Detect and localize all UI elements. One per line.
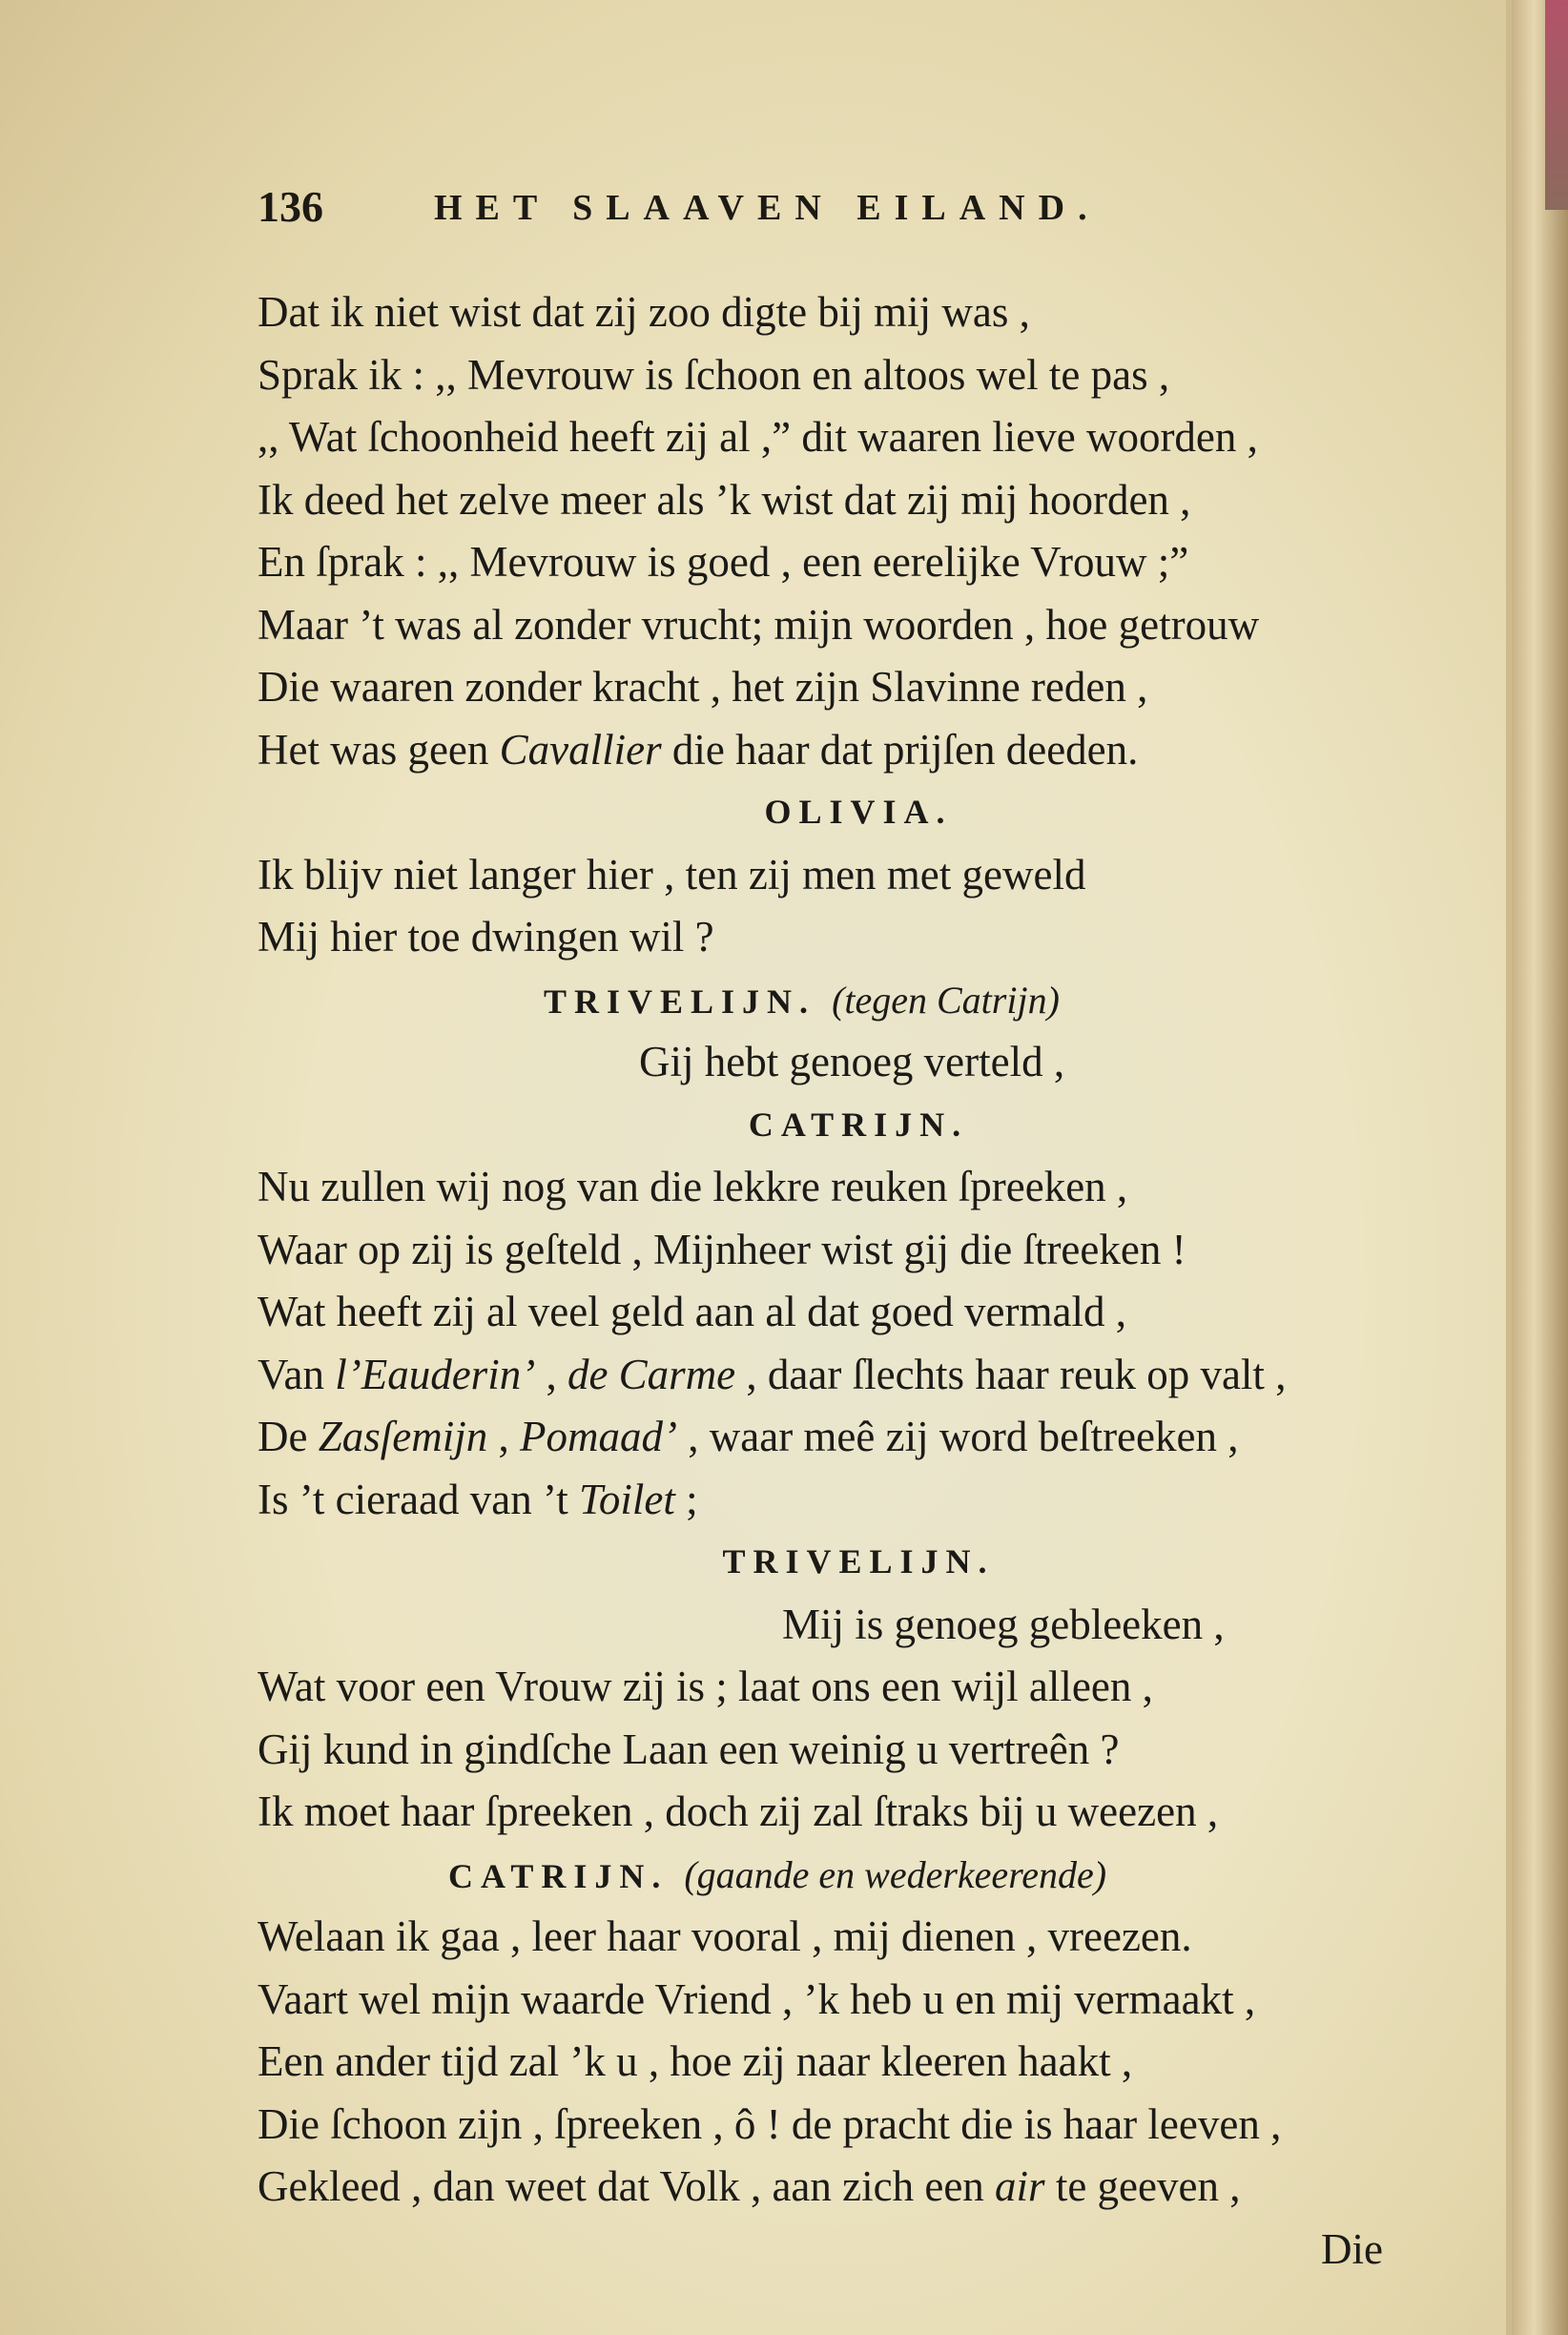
verse-text-span: Wat heeft zij al veel geld aan al dat goed vermald , [258,1288,1126,1335]
verse-text-span: die haar dat prijſen deeden. [661,725,1139,774]
verse-text-span: Sprak ik : ,, Mevrouw is ſchoon en altoos wel te pas , [258,350,1170,399]
verse-text-span: Het was geen [258,725,500,774]
verse-line [258,594,1459,657]
italic-word: l’Eauderin’ [335,1350,536,1398]
verse-text-span: Waar op zij is geſteld , Mijnheer wist gij die ſtreeken ! [258,1225,1186,1273]
italic-word: Cavallier [499,725,662,774]
catchword: Die [1321,2224,1383,2273]
verse-text-span: Ik blijv niet langer hier , ten zij men met geweld [258,850,1086,899]
verse-text-span: Die waaren zonder kracht , het zijn Slavinne reden , [258,663,1148,711]
verse-text-span: Wat voor een Vrouw zij is ; laat ons een wijl alleen , [258,1663,1153,1710]
speaker-heading [258,781,1459,844]
speaker-name: TRIVELIJN. [722,1542,995,1581]
italic-word: Pomaad’ [520,1413,677,1460]
verse-text-span: Ik moet haar ſpreeken , doch zij zal ſtraks bij u weezen , [258,1787,1219,1835]
verse-text-span: De [258,1413,319,1460]
verse-text-span: ; [674,1475,698,1523]
speaker-name: TRIVELIJN. [544,982,816,1021]
stage-direction: (tegen Catrijn) [832,978,1060,1022]
verse-line [258,1031,1459,1094]
running-head [258,181,1307,238]
verse-text-span: En ſprak : ,, Mevrouw is goed , een eerelijke Vrouw ;” [258,538,1189,586]
verse-line [258,1969,1459,2032]
verse-line [258,344,1459,407]
speaker-name: CATRIJN. [748,1105,969,1144]
verse-line [258,844,1459,907]
verse-line [258,2094,1459,2157]
verse-line [258,1156,1459,1219]
verse-text-span: Dat ik niet wist dat zij zoo digte bij mij was , [258,288,1030,336]
verse-text-span: Mij hier toe dwingen wil ? [258,913,714,961]
page-number: 136 [258,182,323,231]
verse-text-span: te geeven , [1044,2162,1241,2210]
verse-text-span: Gekleed , dan weet dat Volk , aan zich een [258,2162,996,2210]
speaker-heading [258,1844,1459,1907]
stage-direction: (gaande en wederkeerende) [684,1852,1107,1896]
verse-line [258,1656,1459,1719]
verse-line [258,2156,1459,2219]
verse-text-span: Gij hebt genoeg verteld , [639,1038,1065,1085]
verse-text-span: , waar meê zij word beſtreeken , [677,1413,1239,1460]
speaker-name: CATRIJN. [448,1856,669,1895]
verse-line [258,906,1459,969]
verse-line [258,1344,1459,1407]
verse-line [258,656,1459,719]
verse-line [258,1281,1459,1344]
verse-text-span: Mij is genoeg gebleeken , [782,1600,1225,1648]
verse-line [258,531,1459,594]
verse-text-span: Die ſchoon zijn , ſpreeken , ô ! de pracht die is haar leeven , [258,2099,1282,2148]
verse-text-span: , daar ſlechts haar reuk op valt , [735,1350,1287,1398]
verse-text [258,281,1459,2281]
speaker-heading [258,1094,1459,1157]
italic-word: air [995,2162,1045,2210]
verse-line [258,2031,1459,2094]
speaker-heading [258,1531,1459,1594]
verse-text-span: Is ’t cieraad van ’t [258,1475,579,1523]
verse-text-span: Van [258,1350,336,1398]
verse-text-span: ,, Wat ſchoonheid heeft zij al ,” dit waaren lieve woorden , [258,413,1258,461]
italic-word: Toilet [578,1475,675,1523]
verse-line [258,719,1459,782]
verse-text-span: , [487,1413,521,1460]
running-title: HET SLAAVEN EILAND. [434,188,1101,228]
verse-text-span: Welaan ik gaa , leer haar vooral , mij dienen , vreezen. [258,1912,1192,1960]
verse-text-span: Een ander tijd zal ’k u , hoe zij naar kleeren haakt , [258,2037,1133,2085]
next-page-edge [1545,0,1568,210]
verse-line [258,1406,1459,1469]
verse-line [258,406,1459,469]
speaker-name: OLIVIA. [764,793,953,831]
verse-text-span: Vaart wel mijn waarde Vriend , ’k heb u en mij vermaakt , [258,1974,1256,2023]
verse-line [258,281,1459,344]
verse-line [258,469,1459,532]
speaker-heading [258,969,1459,1032]
verse-text-span: Gij kund in gindſche Laan een weinig u vertreên ? [258,1725,1120,1773]
verse-line [258,1906,1459,1969]
book-spine [1512,0,1568,2335]
italic-word: Zasſemijn [318,1413,488,1460]
verse-line [258,1469,1459,1532]
verse-line [258,1719,1459,1782]
verse-text-span: Ik deed het zelve meer als ’k wist dat zij mij hoorden , [258,475,1191,524]
verse-line [258,1594,1459,1657]
italic-word: de Carme [567,1350,736,1398]
verse-text-span: , [535,1350,567,1398]
verse-text-span: Nu zullen wij nog van die lekkre reuken ſpreeken , [258,1163,1128,1210]
verse-line [258,1781,1459,1844]
verse-text-span: Maar ’t was al zonder vrucht; mijn woorden , hoe getrouw [258,600,1260,649]
verse-line [258,1219,1459,1282]
